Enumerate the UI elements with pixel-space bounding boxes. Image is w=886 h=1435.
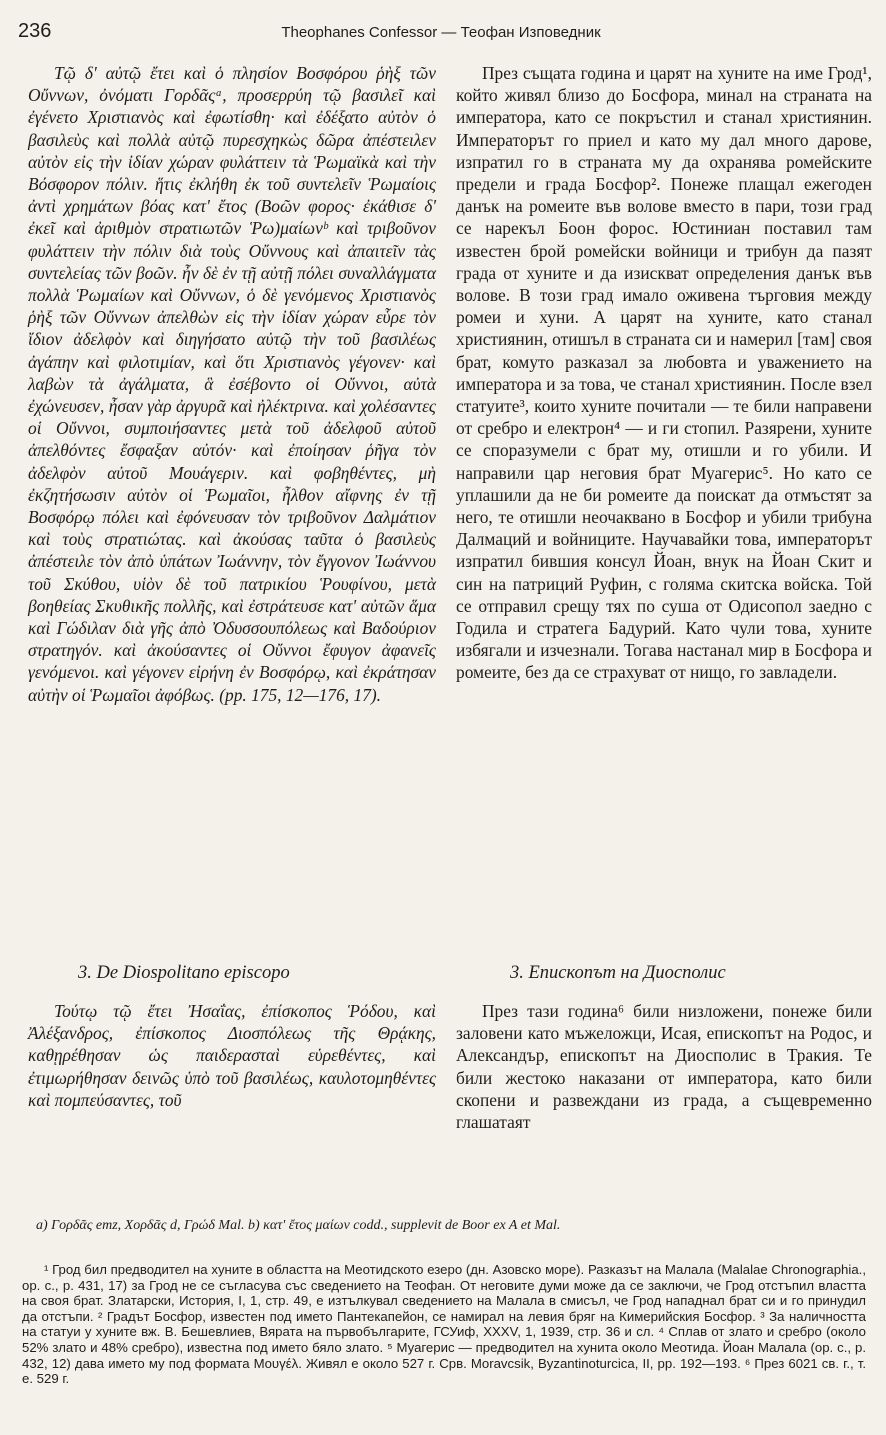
greek-section3-column: [28, 1000, 436, 1111]
greek-paragraph: Τῷ δ' αὐτῷ ἔτει καὶ ὁ πλησίον Βοσφόρου ῥὴξ τῶν Οὔννων, ὀνόματι Γορδᾶςᵃ, προσερρύη τῷ βασιλεῖ καὶ ἐγένετο Χριστιανὸς καὶ ἐφωτίσθη· καὶ ἐδέξατο αὐτὸν ὁ βασιλεὺς καὶ πολλὰ αὐτῷ πυρεσχηκὼς δῶρα ἀπέστειλεν αὐτὸν εἰς τὴν ἰδίαν χώραν φυλάττειν τὰ Ῥωμαϊκὰ καὶ τὴν Βόσφορον πόλιν. ἥτις ἐκλήθη ἐκ τοῦ συντελεῖν Ῥωμαίοις ἀντὶ χρημάτων βόας κατ' ἔτος (Βοῶν φορος· ἐκάθισε δ' ἐκεῖ καὶ ἀριθμὸν στρατιωτῶν Ῥω)μαίωνᵇ καὶ τριβοῦνον φυλάττειν τὴν πόλιν διὰ τοὺς Οὔννους καὶ ἀπαιτεῖν τὰς συντελείας τῶν βοῶν. ἦν δὲ ἐν τῇ αὐτῇ πόλει συναλλάγματα πολλὰ Ῥωμαίων καὶ Οὔννων, ὁ δὲ γενόμενος Χριστιανὸς ῥὴξ τῶν Οὔννων ἀπελθὼν εἰς τὴν ἰδίαν χώραν εὗρε τὸν ἴδιον ἀδελφὸν καὶ διηγήσατο αὐτῷ τὴν τοῦ βασιλέως ἀγάπην καὶ φιλοτιμίαν, καὶ ὅτι Χριστιανὸς γέγονεν· καὶ λαβὼν τὰ ἀγάλματα, ἃ ἐσέβοντο οἱ Οὔννοι, αὐτὰ ἐχώνευσεν, ἦσαν γὰρ ἀργυρᾶ καὶ ἠλέκτρινα. καὶ χολέσαντες οἱ Οὔννοι, συμποιήσαντες μετὰ τοῦ ἀδελφοῦ αὐτοῦ ἀπελθόντες ἔσφαξαν αὐτόν· καὶ ἐποίησαν ῥῆγα τὸν ἀδελφὸν αὐτοῦ Μουάγεριν. καὶ φοβηθέντες, μὴ ἐκζητήσωσιν αὐτὸν οἱ Ῥωμαῖοι, ἦλθον αἴφνης ἐν τῇ Βοσφόρῳ πόλει καὶ ἐφόνευσαν τὸν τριβοῦνον Δαλμάτιον καὶ τοὺς στρατιώτας. καὶ ἀκούσας ταῦτα ὁ βασιλεὺς ἀπέστειλε τὸν ἀπὸ ὑπάτων Ἰωάννην, τὸν ἔγγονον Ἰωάννου τοῦ Σκύθου, υἱὸν δὲ τοῦ πατρικίου Ῥουφίνου, μετὰ βοηθείας Σκυθικῆς πολλῆς, καὶ ἐστράτευσε κατ' αὐτῶν ἅμα καὶ Γώδιλαν διὰ γῆς ἀπὸ Ὀδυσσουπόλεως καὶ Βαδούριον στρατηγόν. καὶ ἀκούσαντες οἱ Οὔννοι ἔφυγον ἀφανεῖς γενόμενοι. καὶ γέγονεν εἰρήνη ἐν Βοσφόρῳ, καὶ ἐκράτησαν αὐτὴν οἱ Ῥωμαῖοι ἀφόβως. (pp. 175, 12—176, 17).: [28, 63, 436, 705]
greek-section3-paragraph: Τούτῳ τῷ ἔτει Ἠσαΐας, ἐπίσκοπος Ῥόδου, καὶ Ἀλέξανδρος, ἐπίσκοπος Διοσπόλεως τῆς Θρᾴκης, καθῃρέθησαν ὡς παιδερασταὶ εὑρεθέντες, καὶ ἐτιμωρήθησαν δεινῶς ὑπὸ τοῦ βασιλέως, καυλοτομηθέντες καὶ πομπεύσαντες, τοῦ: [28, 1001, 436, 1110]
page-number: 236: [18, 20, 52, 42]
running-head: Theophanes Confessor — Теофан Изповедник: [281, 24, 601, 41]
footnote-block: ¹ Грод бил предводител на хуните в областта на Меотидското езеро (дн. Азовско море). Разказът на Малала (Malalae Chronographia., op. c., p. 431, 17) за Грод не се съгласува със сведението на Теофан. От неговите думи може да се заключи, че Грод отстъпил властта на своя брат. Златарски, История, I, 1, стр. 49, е изтълкувал сведението на Малала в смисъл, че Грод нападнал брат си и го принудил да отстъпи. ² Градът Босфор, известен под името Пантекапейон, се намирал на левия бряг на Кимерийския Босфор. ³ За наличността на статуи у хуните вж. В. Бешевлиев, Вярата на първобългарите, ГСУиф, XXXV, 1, 1939, стр. 36 и сл. ⁴ Сплав от злато и сребро (около 52% злато и 48% сребро), известна под името бяло злато. ⁵ Муагерис — предводител на хунита около Меотида. Йоан Малала (op. c., p. 432, 12) дава името му под формата Μουγέλ. Живял е около 527 г. Срв. Moravcsik, Byzantinoturcica, II, pp. 192—193. ⁶ През 6021 св. г., т. е. 529 г.: [22, 1262, 866, 1387]
bulgarian-text-column: [456, 62, 872, 684]
section-title-bulgarian: 3. Епископът на Диосполис: [510, 963, 726, 983]
bulgarian-paragraph: През същата година и царят на хуните на име Грод¹, който живял близо до Босфора, минал на страната на императора, като се покръстил и станал християнин. Императорът го приел и като му дал много дарове, изпратил го в страната му да охранява ромейските предели и града Босфор². Понеже плащал ежегоден данък на ромеите във волове вместо в пари, този град се нарекъл Боон форос. Юстиниан поставил там известен брой ромейски войници и трибун да пазят града от хуните и да изискват определения данък във волове. В този град имало оживена търговия между ромеи и хуни. А царят на хуните, като станал християнин, отишъл в страната си и намерил [там] своя брат, комуто разказал за любовта и уважението на императора и за това, че станал християнин. После взел статуите³, които хуните почитали — те били направени от сребро и електрон⁴ — и ги стопил. Разярени, хуните се споразумели с брат му, отишли и го убили. И направили цар неговия брат Муагерис⁵. Но като се уплашили да не би ромеите да поискат да отмъстят за него, те отишли неочаквано в Босфор и убили трибуна Далмаций и войниците. Научавайки това, императорът изпратил бившия консул Йоан, внук на Йоан Скит и син на патриций Руфин, с голяма скитска войска. Той се отправил срещу тях по суша от Одисопол заедно с Годила и стратега Бадурий. Като чули това, хуните избягали и изчезнали. Тогава настанал мир в Босфора и ромеите, без да се страхуват от нищо, го завладели.: [456, 63, 872, 683]
section-title-latin: 3. De Diospolitano episcopo: [78, 963, 290, 983]
bulgarian-section3-paragraph: През тази година⁶ били низложени, понеже били заловени като мъжеложци, Исая, епископът на Родос, и Александър, епископът на Диосполис в Тракия. Те били жестоко наказани от императора, като били скопени и развеждани из града, а същевременно глашатаят: [456, 1001, 872, 1133]
footnotes: [22, 1262, 866, 1387]
bulgarian-section3-column: [456, 1000, 872, 1133]
critical-apparatus: a) Γορδᾶς emz, Χορδᾶς d, Γρώδ Mal. b) κατ' ἔτος μαίων codd., supplevit de Boor ex A et Mal.: [36, 1218, 561, 1233]
page-header: [18, 20, 864, 48]
greek-text-column: [28, 62, 436, 706]
